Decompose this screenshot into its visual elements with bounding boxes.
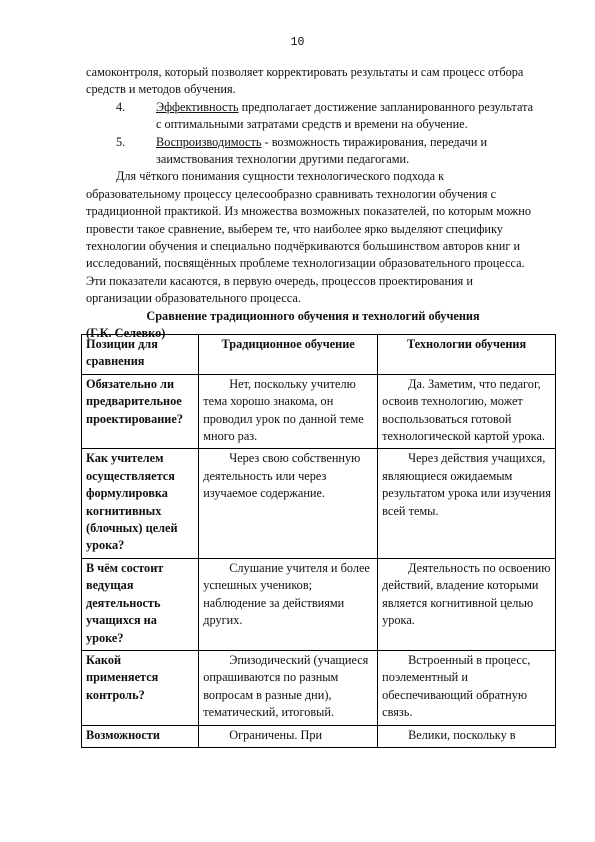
item-number: 4.	[116, 99, 126, 114]
technology-cell: Велики, поскольку в	[378, 725, 556, 747]
comparison-table	[81, 334, 556, 748]
table-row	[82, 558, 556, 650]
table-caption-author: (Г.К. Селевко)	[86, 326, 166, 341]
position-cell: В чём состоит ведущая деятельность учащихся на уроке?	[82, 558, 199, 650]
position-cell: Как учителем осуществляется формулировка когнитивных (блочных) целей урока?	[82, 449, 199, 558]
position-cell: Какой применяется контроль?	[82, 650, 199, 725]
header-cell-technology: Технологии обучения	[378, 335, 556, 375]
traditional-cell: Эпизодический (учащиеся опрашиваются по разным вопросам в разные дни), тематический, итоговый.	[199, 650, 378, 725]
position-cell: Обязательно ли предварительное проектирование?	[82, 374, 199, 449]
paragraph-1: самоконтроля, который позволяет корректировать результаты и сам процесс отбора средств и методов обучения.	[86, 65, 524, 97]
traditional-cell: Ограничены. При	[199, 725, 378, 747]
body-text	[86, 64, 540, 343]
header-cell-traditional: Традиционное обучение	[199, 335, 378, 375]
table-row	[82, 650, 556, 725]
item-text: предполагает достижение запланированного результата с оптимальными затратами средств и времени на обучение.	[156, 99, 534, 132]
paragraph-comparison-intro: Для чёткого понимания сущности технологического подхода к образовательному процессу целесообразно сравнивать технологии обучения с традиционной практикой. Из множества возможных показателей, по которым можно провести такое сравнение, выберем те, что наиболее ярко выделяют специфику технологии обучения и специально подчёркиваются большинством авторов книг и исследований, посвящённых проблеме технологизации образовательного процесса. Эти показатели касаются, в первую очередь, процессов проектирования и организации образовательного процесса.	[86, 169, 532, 306]
traditional-cell: Слушание учителя и более успешных учеников; наблюдение за действиями других.	[199, 558, 378, 650]
table-header-row	[82, 335, 556, 375]
traditional-cell: Через свою собственную деятельность или через изучаемое содержание.	[199, 449, 378, 558]
header-cell-positions: Позиции для сравнения	[82, 335, 199, 375]
page-number: 10	[290, 36, 305, 49]
technology-cell: Через действия учащихся, являющиеся ожидаемым результатом урока или изучения всей темы.	[378, 449, 556, 558]
item-number: 5.	[116, 134, 126, 149]
position-cell: Возможности	[82, 725, 199, 747]
paragraph-item-4	[86, 99, 540, 134]
paragraph-item-5	[86, 134, 540, 169]
table-row	[82, 725, 556, 747]
table-row	[82, 374, 556, 449]
technology-cell: Да. Заметим, что педагог, освоив технологию, может воспользоваться готовой технологической картой урока.	[378, 374, 556, 449]
traditional-cell: Нет, поскольку учителю тема хорошо знакома, он проводил урок по данной теме много раз.	[199, 374, 378, 449]
table-row	[82, 449, 556, 558]
technology-cell: Деятельность по освоению действий, владение которыми является когнитивной целью урока.	[378, 558, 556, 650]
item-text: - возможность тиражирования, передачи и заимствования технологии другими педагогами.	[156, 134, 488, 167]
table-caption-title: Сравнение традиционного обучения и технологий обучения	[146, 308, 480, 323]
technology-cell: Встроенный в процесс, поэлементный и обеспечивающий обратную связь.	[378, 650, 556, 725]
item-term: Воспроизводимость	[156, 134, 262, 149]
item-term: Эффективность	[156, 99, 239, 114]
